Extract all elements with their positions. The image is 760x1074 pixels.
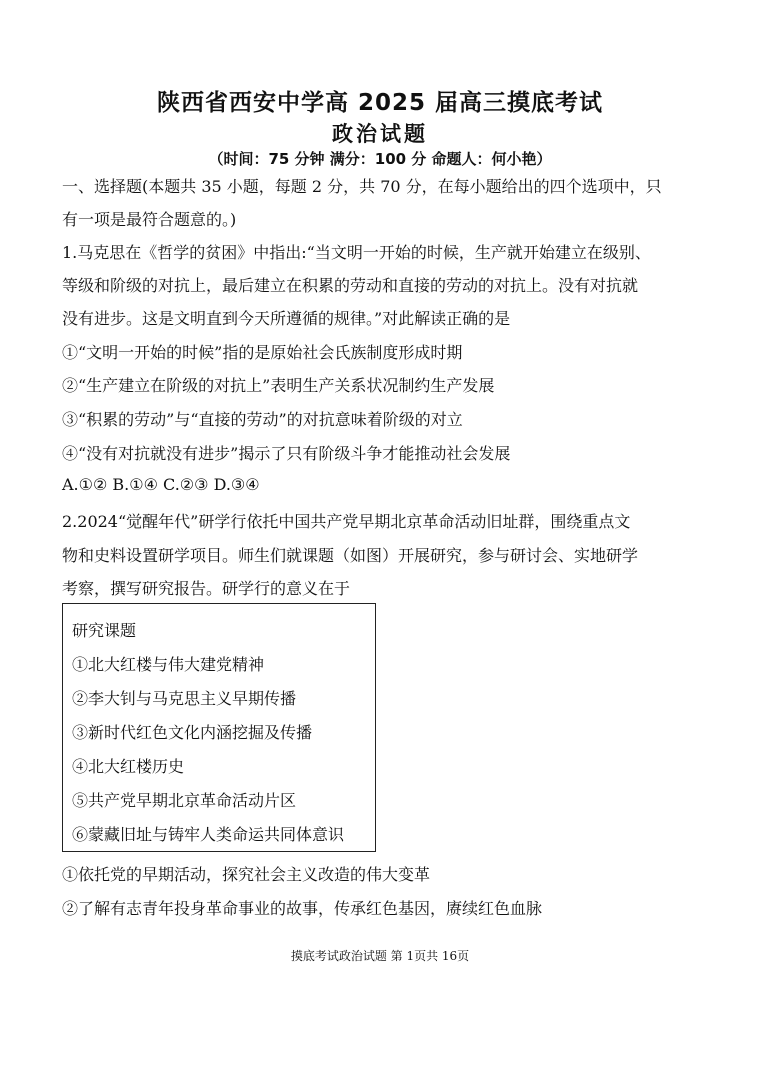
q1-stem-line-2: 等级和阶级的对抗上，最后建立在积累的劳动和直接的劳动的对抗上。没有对抗就 [62,276,639,295]
q2-option-1: ①依托党的早期活动，探究社会主义改造的伟大变革 [62,865,431,884]
research-topics-heading: 研究课题 [72,621,137,640]
research-topic-item: ④北大红楼历史 [72,757,185,776]
q1-choices: A.①② B.①④ C.②③ D.③④ [62,475,260,494]
research-topics-box [62,603,376,852]
exam-subject: 政治试题 [332,121,428,146]
research-topic-item: ⑤共产党早期北京革命活动片区 [72,791,297,810]
q1-stem-line-1: 1.马克思在《哲学的贫困》中指出:“当文明一开始的时候，生产就开始建立在级别、 [62,243,651,262]
q1-option-3: ③“积累的劳动”与“直接的劳动”的对抗意味着阶级的对立 [62,410,463,429]
exam-title: 陕西省西安中学高 2025 届高三摸底考试 [156,90,604,116]
research-topic-item: ②李大钊与马克思主义早期传播 [72,689,297,708]
q2-stem-line-3: 考察，撰写研究报告。研学行的意义在于 [62,579,351,598]
q1-stem-line-3: 没有进步。这是文明直到今天所遵循的规律。”对此解读正确的是 [62,309,511,328]
page-footer: 摸底考试政治试题 第 1页共 16页 [290,949,470,963]
section-intro-line-2: 有一项是最符合题意的。) [62,210,237,229]
exam-meta: （时间：75 分钟 满分：100 分 命题人：何小艳） [208,150,552,168]
q1-option-1: ①“文明一开始的时候”指的是原始社会氏族制度形成时期 [62,343,463,362]
research-topic-item: ③新时代红色文化内涵挖掘及传播 [72,723,313,742]
section-intro-line-1: 一、选择题(本题共 35 小题，每题 2 分，共 70 分，在每小题给出的四个选项中，只 [62,177,662,196]
research-topic-item: ①北大红楼与伟大建党精神 [72,655,265,674]
q2-stem-line-1: 2.2024“觉醒年代”研学行依托中国共产党早期北京革命活动旧址群，围绕重点文 [62,512,631,531]
q1-option-4: ④“没有对抗就没有进步”揭示了只有阶级斗争才能推动社会发展 [62,444,511,463]
q2-stem-line-2: 物和史料设置研学项目。师生们就课题（如图）开展研究，参与研讨会、实地研学 [62,546,639,565]
research-topic-item: ⑥蒙藏旧址与铸牢人类命运共同体意识 [72,825,345,844]
q2-option-2: ②了解有志青年投身革命事业的故事，传承红色基因，赓续红色血脉 [62,899,543,918]
q1-option-2: ②“生产建立在阶级的对抗上”表明生产关系状况制约生产发展 [62,376,495,395]
